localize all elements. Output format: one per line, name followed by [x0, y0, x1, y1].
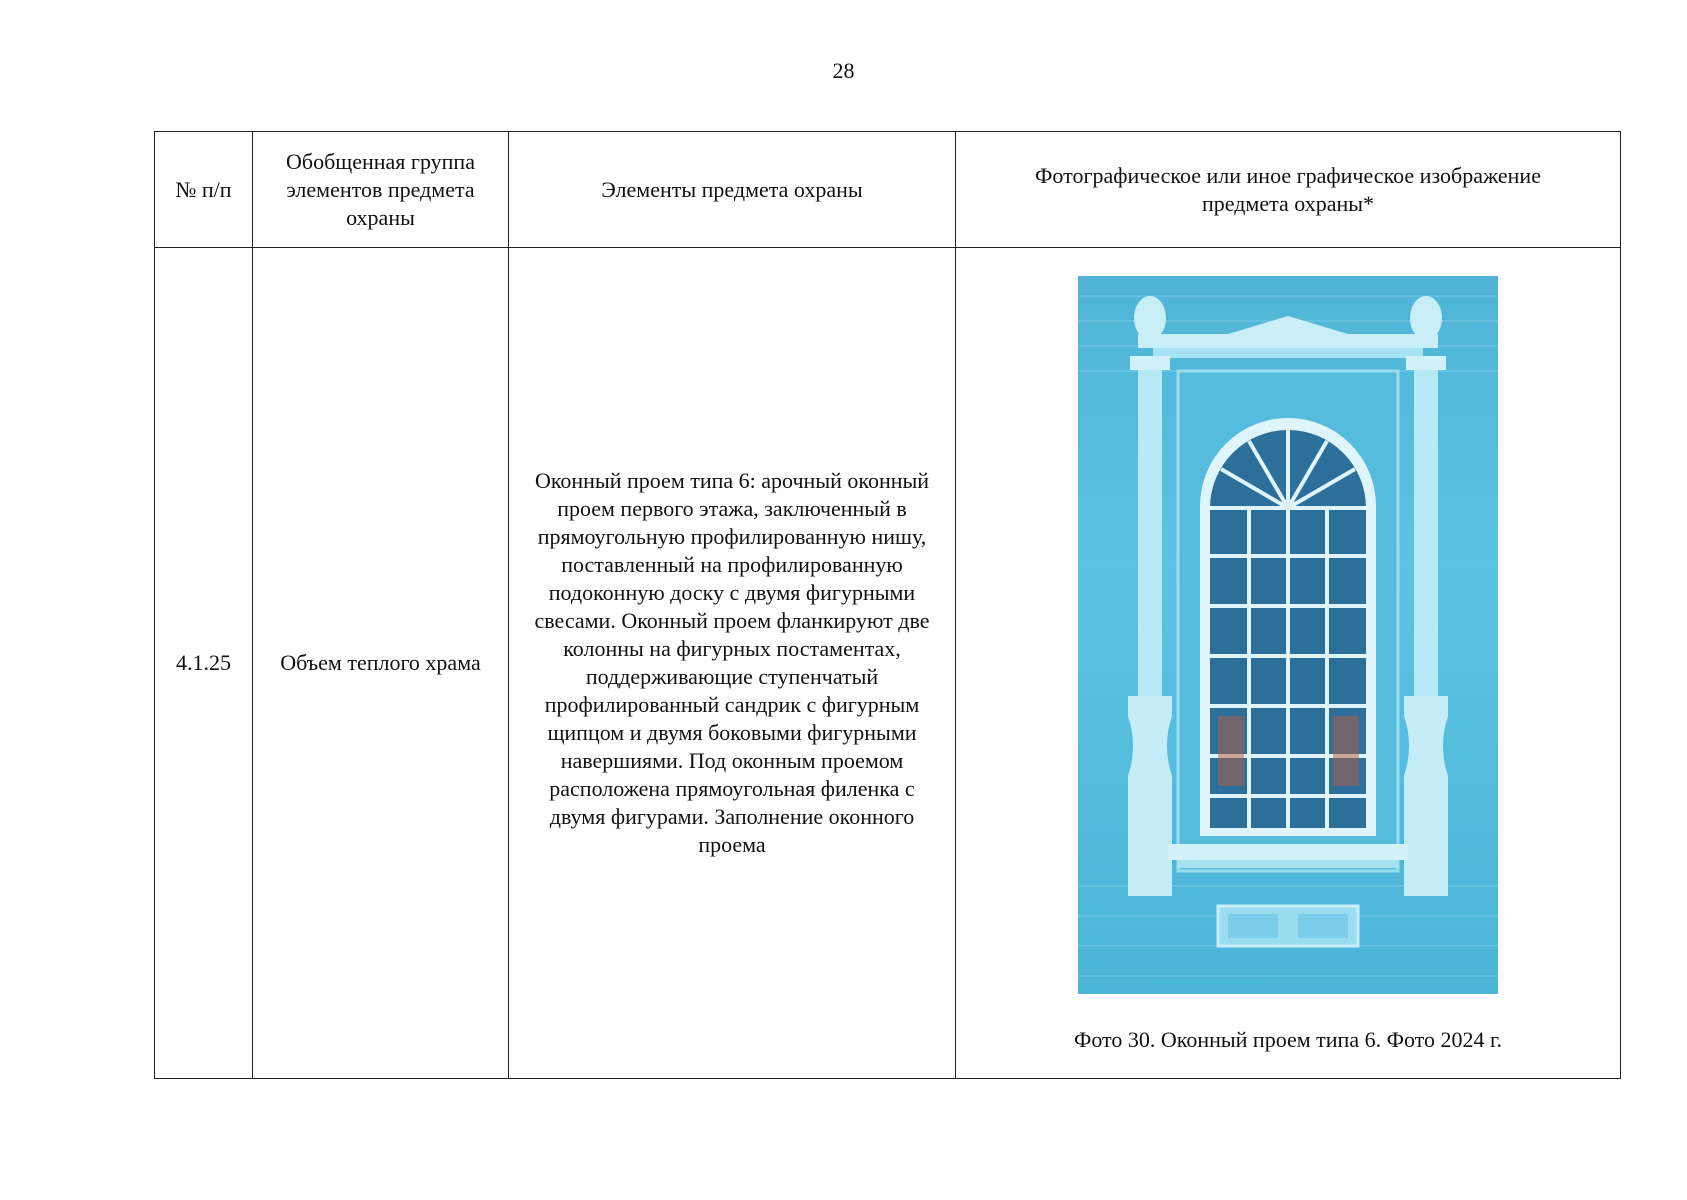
protection-table — [154, 131, 1621, 1079]
header-group: Обобщенная группа элементов предмета охраны — [253, 132, 509, 248]
header-image: Фотографическое или иное графическое изображение предмета охраны* — [956, 132, 1621, 248]
row-image-cell — [956, 248, 1621, 1079]
elements-description: Оконный проем типа 6: арочный оконный проем первого этажа, заключенный в прямоугольную профилированную нишу, поставленный на профилированную подоконную доску с двумя фигурными свесами. Оконный проем фланкируют две колонны на фигурных постаментах, поддерживающие ступенчатый профилированный сандрик с фигурным щипцом и двумя боковыми фигурными навершиями. Под оконным проемом расположена прямоугольная филенка с двумя фигурами. Заполнение оконного проема — [534, 468, 930, 857]
table-header-row — [155, 132, 1621, 248]
window-photo-illustration — [1078, 276, 1498, 994]
photo-caption: Фото 30. Оконный проем типа 6. Фото 2024 г. — [1073, 1027, 1503, 1052]
row-group: Объем теплого храма — [253, 248, 509, 1079]
row-elements — [509, 248, 956, 1079]
header-elements: Элементы предмета охраны — [509, 132, 956, 248]
table-row — [155, 248, 1621, 1079]
row-number: 4.1.25 — [155, 248, 253, 1079]
window-photo — [1078, 276, 1498, 994]
page-number: 28 — [832, 58, 855, 83]
header-number: № п/п — [155, 132, 253, 248]
